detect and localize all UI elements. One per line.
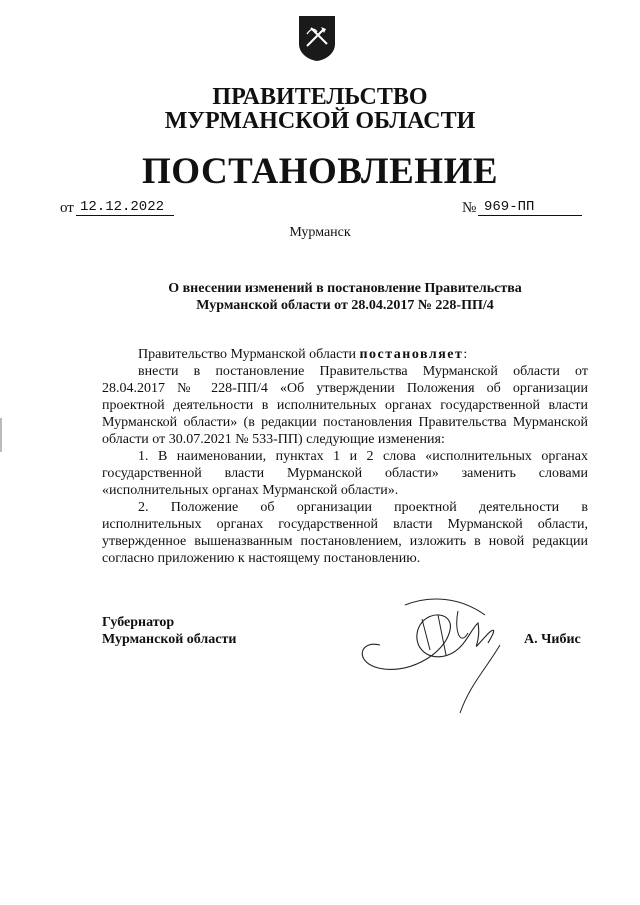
intro-line: [102, 346, 588, 363]
document-type-title: ПОСТАНОВЛЕНИЕ: [141, 151, 499, 192]
intro-keyword: постановляет: [359, 347, 464, 362]
body-line: внести в постановление Правительства Мурманской области от: [138, 364, 588, 379]
handwritten-signature: [350, 585, 530, 715]
body-line: 28.04.2017 № 228-ПП/4 «Об утверждении Положения об организации: [102, 381, 588, 396]
document-body: [102, 346, 588, 567]
city-name: Мурманск: [289, 225, 351, 240]
scan-edge-mark: [0, 418, 2, 452]
document-number: 969-ПП: [478, 199, 582, 216]
signatory-title-line: Мурманской области: [102, 632, 237, 647]
body-line: проектной деятельности в исполнительных органах государственной власти: [102, 398, 588, 413]
body-line: 2. Положение об организации проектной деятельности в: [138, 500, 588, 515]
subject-line: Мурманской области от 28.04.2017 № 228-ПП/4: [196, 298, 494, 313]
document-subject: [100, 280, 590, 314]
signatory-name: А. Чибис: [524, 632, 581, 647]
intro-colon: :: [463, 347, 468, 362]
body-line: области от 30.07.2021 № 533-ПП) следующие изменения:: [102, 432, 445, 447]
coat-of-arms-icon: [297, 14, 337, 62]
body-line: Мурманской области» (в редакции постановления Правительства Мурманской: [102, 415, 588, 430]
date-value: 12.12.2022: [76, 199, 174, 216]
body-line: «исполнительных органах Мурманской области».: [102, 483, 399, 498]
intro-text: Правительство Мурманской области: [138, 347, 360, 362]
subject-line: О внесении изменений в постановление Правительства: [168, 281, 522, 296]
body-line: государственной власти Мурманской области» заменить словами: [102, 466, 588, 481]
body-line: утвержденное вышеназванным постановлением, изложить в новой редакции: [102, 534, 588, 549]
body-line: 1. В наименовании, пунктах 1 и 2 слова «исполнительных органах: [138, 449, 588, 464]
number-label: №: [462, 200, 477, 216]
body-line: согласно приложению к настоящему постановлению.: [102, 551, 421, 566]
organization-name-line2: МУРМАНСКОЙ ОБЛАСТИ: [164, 108, 476, 134]
organization-name-line1: ПРАВИТЕЛЬСТВО: [212, 84, 428, 110]
signatory-title-line: Губернатор: [102, 615, 175, 630]
date-label: от: [60, 200, 74, 216]
body-line: исполнительных органах государственной власти Мурманской области,: [102, 517, 588, 532]
signatory-title: [102, 614, 236, 648]
